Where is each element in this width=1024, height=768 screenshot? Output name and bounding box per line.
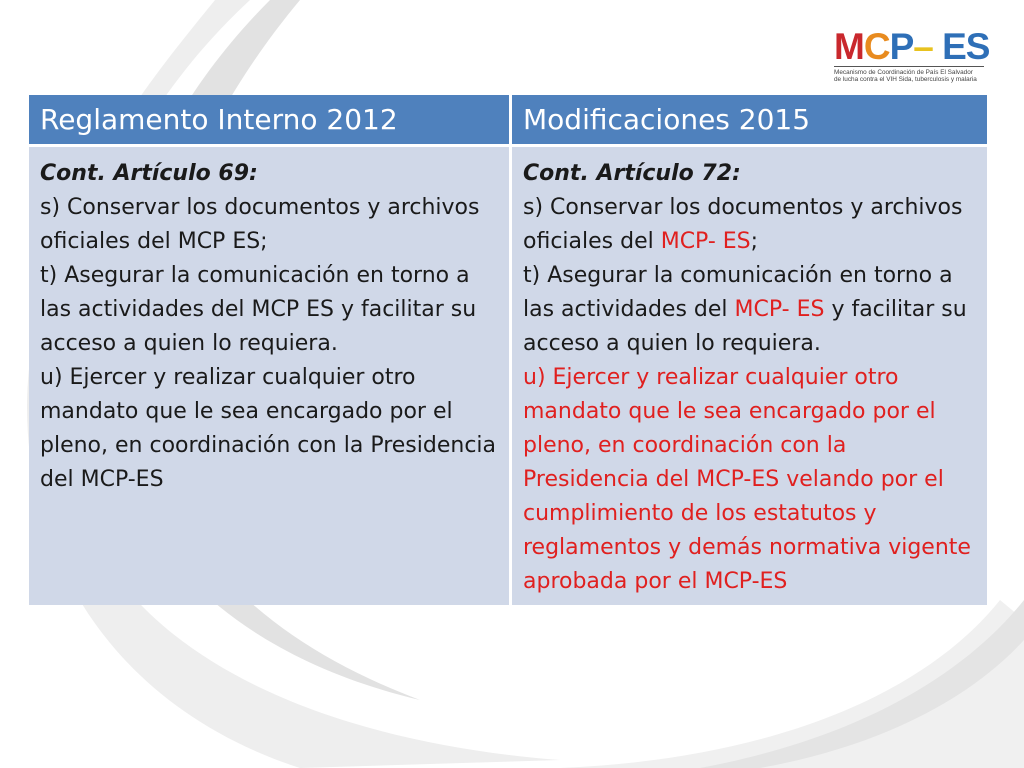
header-reglamento-2012: Reglamento Interno 2012 [29,95,512,147]
comparison-table [29,95,987,605]
table-header-row [29,95,987,147]
header-modificaciones-2015: Modificaciones 2015 [512,95,987,147]
mcp-es-logo [834,26,990,83]
article-72-title: Cont. Artículo 72: [523,161,741,186]
article-69-title: Cont. Artículo 69: [40,161,258,186]
highlight-mcp-es: MCP- ES [734,297,825,322]
cell-reglamento-2012 [29,147,512,605]
cell-modificaciones-2015 [512,147,987,605]
article-72-item-t: t) Asegurar la comunicación en torno a las actividades del MCP- ES y facilitar su acceso a quien lo requiera. [523,263,967,356]
article-69-item-s: s) Conservar los documentos y archivos oficiales del MCP ES; [40,195,480,254]
table-body-row [29,147,987,605]
highlight-mcp-es: MCP- ES [660,229,751,254]
article-69-item-t: t) Asegurar la comunicación en torno a las actividades del MCP ES y facilitar su acceso a quien lo requiera. [40,263,477,356]
logo-wordmark: MCP– ES [834,26,990,67]
article-69-item-u: u) Ejercer y realizar cualquier otro mandato que le sea encargado por el pleno, en coordinación con la Presidencia del MCP-ES [40,365,497,492]
article-72-item-s: s) Conservar los documentos y archivos oficiales del MCP- ES; [523,195,963,254]
logo-subtitle: Mecanismo de Coordinación de País El Salvador de lucha contra el VIH Sida, tuberculosis y malaria [834,66,984,83]
article-72-item-u: u) Ejercer y realizar cualquier otro mandato que le sea encargado por el pleno, en coordinación con la Presidencia del MCP-ES velando por el cumplimiento de los estatutos y reglamentos y demás normativa vigente aprobada por el MCP-ES [523,365,971,594]
